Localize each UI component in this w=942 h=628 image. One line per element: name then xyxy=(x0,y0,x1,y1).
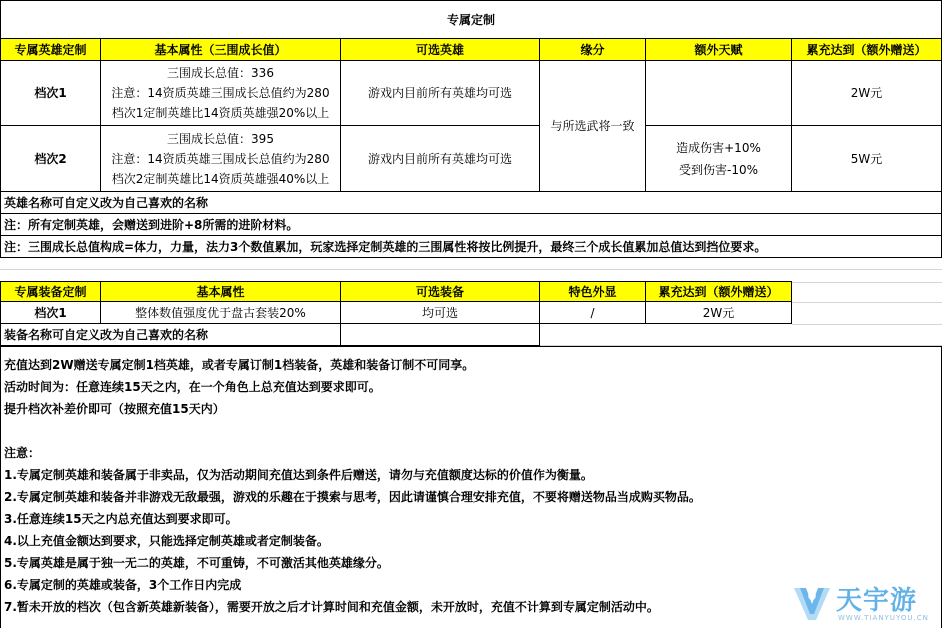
footer-line-2: 活动时间为：任意连续15天之内，在一个角色上总充值达到要求即可。 xyxy=(4,380,381,394)
equip-row1-attr: 整体数值强度优于盘古套装20% xyxy=(101,302,341,324)
hero-row2-attr-line3: 档次2定制英雄比14资质英雄强40%以上 xyxy=(111,171,330,186)
equip-row1-tier: 档次1 xyxy=(0,302,101,324)
footer-line-10: 5.专属英雄是属于独一无二的英雄，不可重铸，不可激活其他英雄缘分。 xyxy=(4,556,389,570)
equip-header-recharge: 累充达到（额外赠送） xyxy=(646,282,792,302)
hero-row1-heroes: 游戏内目前所有英雄均可选 xyxy=(341,61,540,126)
equip-header-appearance: 特色外显 xyxy=(540,282,646,302)
hero-row1-recharge: 2W元 xyxy=(792,61,942,126)
footer-line-8: 3.任意连续15天之内总充值达到要求即可。 xyxy=(4,512,238,526)
hero-row1-tier: 档次1 xyxy=(0,61,101,126)
grid-right-line xyxy=(792,302,942,303)
hero-note-stats: 注：三围成长总值构成=体力，力量，法力3个数值累加，玩家选择定制英雄的三围属性将按比例提升，最终三个成长值累加总值达到挡位要求。 xyxy=(0,236,942,258)
watermark xyxy=(790,578,940,626)
grid-right-line xyxy=(792,282,942,283)
footer-line-11: 6.专属定制的英雄或装备，3个工作日内完成 xyxy=(4,578,242,592)
footer-line-12: 7.暂未开放的档次（包含新英雄新装备），需要开放之后才计算时间和充值金额，未开放时，充值不计算到专属定制活动中。 xyxy=(4,600,659,614)
hero-note-advance: 注：所有定制英雄，会赠送到进阶+8所需的进阶材料。 xyxy=(0,214,942,236)
equip-header-attr: 基本属性 xyxy=(101,282,341,302)
hero-header-tier: 专属英雄定制 xyxy=(0,39,101,61)
hero-row2-talent-line1: 造成伤害+10% xyxy=(676,140,761,155)
footer-line-6: 1.专属定制英雄和装备属于非卖品，仅为活动期间充值达到条件后赠送，请勿与充值额度达标的价值作为衡量。 xyxy=(4,468,593,482)
hero-fate-merged: 与所选武将一致 xyxy=(540,61,646,192)
footer-line-3: 提升档次补差价即可（按照充值15天内） xyxy=(4,402,225,416)
hero-row2-attr-line1: 三围成长总值：395 xyxy=(167,131,274,146)
equip-row1-appearance: / xyxy=(540,302,646,324)
hero-row1-attr-line1: 三围成长总值：336 xyxy=(167,66,274,80)
grid-right-line xyxy=(792,324,942,325)
hero-row2-tier: 档次2 xyxy=(0,126,101,192)
hero-header-fate: 缘分 xyxy=(540,39,646,61)
equip-row1-recharge: 2W元 xyxy=(646,302,792,324)
watermark-logo-text: 天宇游 xyxy=(836,586,918,616)
hero-row2-recharge: 5W元 xyxy=(792,126,942,192)
hero-row2-attr xyxy=(101,126,341,192)
footer-line-4 xyxy=(4,421,941,443)
hero-row2-attr-line2: 注意：14资质英雄三围成长总值约为280 xyxy=(111,151,330,166)
footer-line-5: 注意： xyxy=(4,446,41,460)
footer-line-1: 充值达到2W赠送专属定制1档英雄，或者专属订制1档装备，英雄和装备订制不可同享。 xyxy=(4,358,475,372)
equip-header-tier: 专属装备定制 xyxy=(0,282,101,302)
hero-row1-attr-line3: 档次1定制英雄比14资质英雄强20%以上 xyxy=(111,106,330,120)
hero-row2-heroes: 游戏内目前所有英雄均可选 xyxy=(341,126,540,192)
grid-spacer-line xyxy=(0,269,942,270)
hero-header-heroes: 可选英雄 xyxy=(341,39,540,61)
hero-header-recharge: 累充达到（额外赠送） xyxy=(792,39,942,61)
hero-note-rename: 英雄名称可自定义改为自己喜欢的名称 xyxy=(0,192,942,214)
hero-row1-attr-line2: 注意：14资质英雄三围成长总值约为280 xyxy=(111,86,330,100)
hero-table-title: 专属定制 xyxy=(0,1,942,39)
equip-note-rename: 装备名称可自定义改为自己喜欢的名称 xyxy=(0,324,341,346)
hero-header-talent: 额外天赋 xyxy=(646,39,792,61)
hero-row2-talent-line2: 受到伤害-10% xyxy=(678,162,758,177)
footer-line-7: 2.专属定制英雄和装备并非游戏无敌最强，游戏的乐趣在于摸索与思考，因此请谨慎合理安排充值，不要将赠送物品当成购买物品。 xyxy=(4,490,701,504)
footer-line-9: 4.以上充值金额达到要求，只能选择定制英雄或者定制装备。 xyxy=(4,534,329,548)
hero-header-attr: 基本属性（三围成长值） xyxy=(101,39,341,61)
equip-note-blank xyxy=(341,324,540,346)
hero-row1-attr xyxy=(101,61,341,126)
watermark-url: WWW.TIANYUYOU.CN xyxy=(838,614,929,622)
equip-row1-equip: 均可选 xyxy=(341,302,540,324)
hero-row2-talent xyxy=(646,126,792,192)
equip-header-equip: 可选装备 xyxy=(341,282,540,302)
hero-row1-talent xyxy=(646,61,792,126)
watermark-logo-icon xyxy=(790,580,834,624)
